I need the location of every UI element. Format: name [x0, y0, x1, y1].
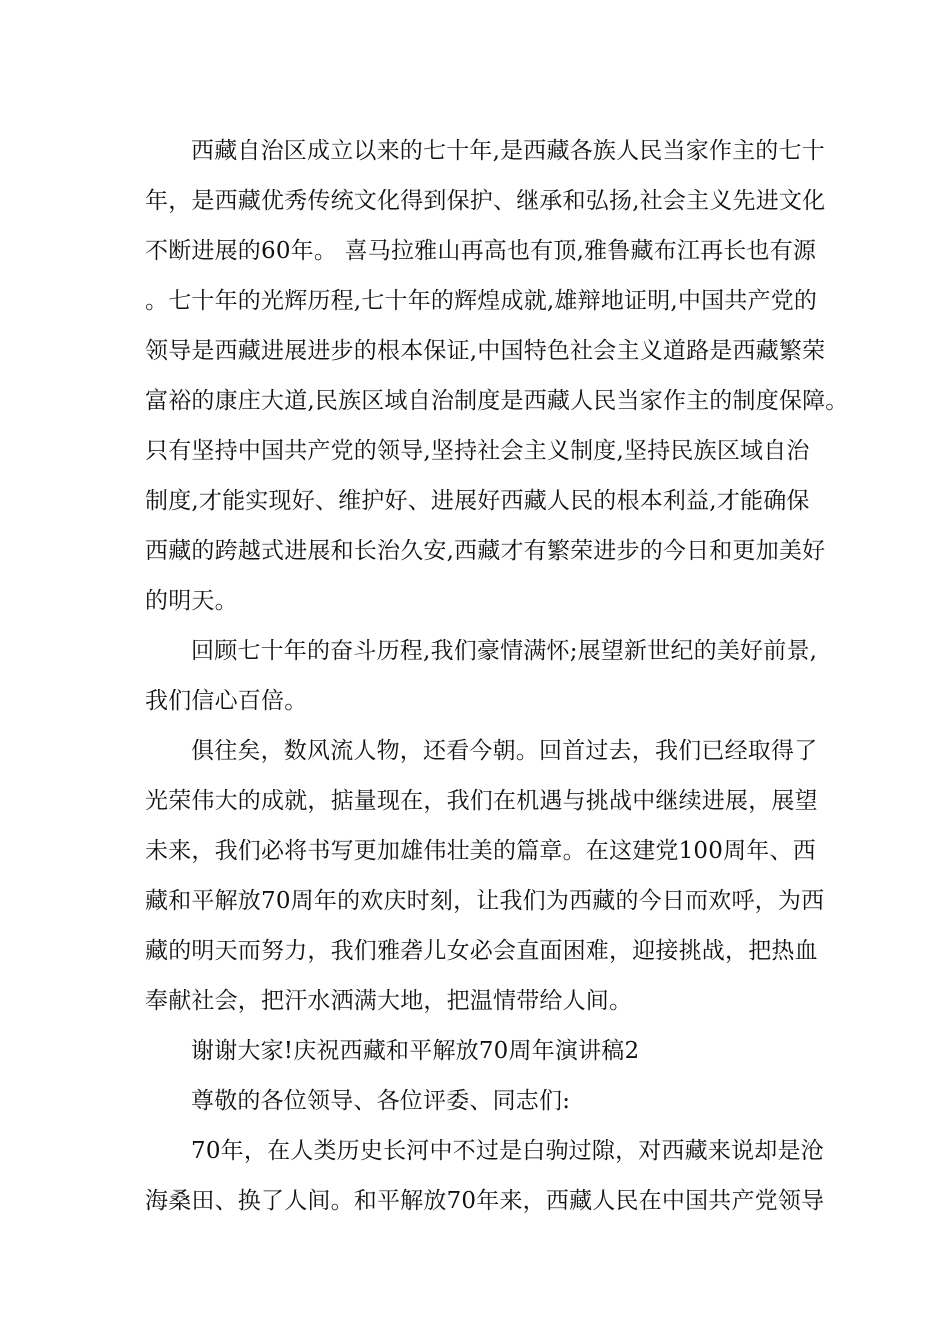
text-line: 海桑田、换了人间。和平解放70年来，西藏人民在中国共产党领导 [145, 1188, 825, 1214]
text-line: 谢谢大家!庆祝西藏和平解放70周年演讲稿2 [191, 1038, 640, 1064]
text-line: 只有坚持中国共产党的领导,坚持社会主义制度,坚持民族区域自治 [145, 438, 810, 464]
text-line: 领导是西藏进展进步的根本保证,中国特色社会主义道路是西藏繁荣 [145, 338, 826, 364]
text-line: 俱往矣，数风流人物，还看今朝。回首过去，我们已经取得了 [191, 738, 818, 764]
paragraph-5 [145, 1076, 809, 1126]
text-line: 制度,才能实现好、维护好、进展好西藏人民的根本利益,才能确保 [145, 488, 810, 514]
text-line: 藏的明天而努力，我们雅砻儿女必会直面困难，迎接挑战，把热血 [145, 938, 818, 964]
paragraph-4 [145, 1026, 809, 1076]
paragraph-6 [145, 1126, 825, 1226]
text-line: 富裕的康庄大道,民族区域自治制度是西藏人民当家作主的制度保障。 [145, 388, 849, 414]
paragraph-3 [145, 726, 825, 1026]
text-line: 的明天。 [145, 588, 238, 614]
text-line: 我们信心百倍。 [145, 688, 308, 714]
document-body [145, 126, 849, 1226]
text-line: 藏和平解放70周年的欢庆时刻，让我们为西藏的今日而欢呼，为西 [145, 888, 825, 914]
text-line: 70年，在人类历史长河中不过是白驹过隙，对西藏来说却是沧 [191, 1138, 824, 1164]
text-line: 回顾七十年的奋斗历程,我们豪情满怀;展望新世纪的美好前景, [191, 638, 818, 664]
text-line: 光荣伟大的成就，掂量现在，我们在机遇与挑战中继续进展，展望 [145, 788, 818, 814]
text-line: 尊敬的各位领导、各位评委、同志们: [191, 1088, 571, 1114]
paragraph-2 [145, 626, 818, 726]
text-line: 年，是西藏优秀传统文化得到保护、继承和弘扬,社会主义先进文化 [145, 188, 826, 214]
text-line: 西藏自治区成立以来的七十年,是西藏各族人民当家作主的七十 [191, 138, 825, 164]
text-line: 不断进展的60年。 喜马拉雅山再高也有顶,雅鲁藏布江再长也有源 [145, 238, 817, 264]
paragraph-1 [145, 126, 849, 626]
text-line: 西藏的跨越式进展和长治久安,西藏才有繁荣进步的今日和更加美好 [145, 538, 826, 564]
text-line: 。七十年的光辉历程,七十年的辉煌成就,雄辩地证明,中国共产党的 [145, 288, 818, 314]
text-line: 未来，我们必将书写更加雄伟壮美的篇章。在这建党100周年、西 [145, 838, 816, 864]
text-line: 奉献社会，把汗水洒满大地，把温情带给人间。 [145, 988, 633, 1014]
